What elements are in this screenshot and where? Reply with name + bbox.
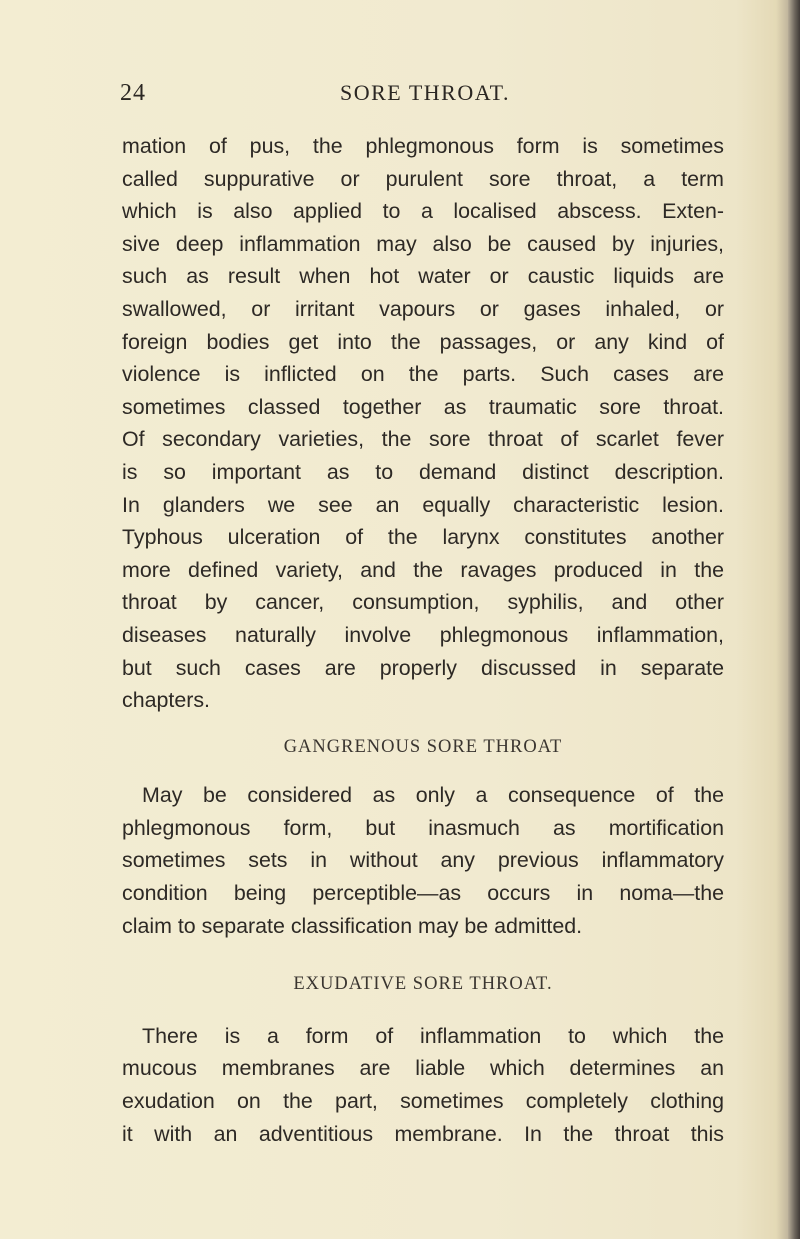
running-head: SORE THROAT. — [340, 80, 510, 105]
text-line: phlegmonous form, but inasmuch as mortification — [122, 815, 724, 840]
page-edge-shadow — [788, 0, 800, 1239]
text-line: violence is inflicted on the parts. Such cases are — [122, 362, 724, 387]
text-line: diseases naturally involve phlegmonous inflammation, — [122, 622, 724, 647]
text-line: exudation on the part, sometimes completely clothing — [122, 1089, 724, 1114]
paragraph-phlegmonous — [122, 130, 724, 717]
section-heading-exudative: EXUDATIVE SORE THROAT. — [293, 974, 553, 995]
page-header — [120, 80, 720, 120]
text-line: mation of pus, the phlegmonous form is sometimes — [122, 134, 724, 158]
text-line: but such cases are properly discussed in separate — [122, 655, 724, 680]
text-line: swallowed, or irritant vapours or gases inhaled, or — [122, 296, 724, 321]
text-line: Typhous ulceration of the larynx constitutes another — [122, 525, 724, 550]
text-line: sometimes classed together as traumatic sore throat. — [122, 394, 724, 419]
text-line: mucous membranes are liable which determines an — [122, 1056, 724, 1081]
text-line: foreign bodies get into the passages, or any kind of — [122, 329, 724, 354]
text-line: throat by cancer, consumption, syphilis, and other — [122, 590, 724, 615]
section-heading-gangrenous: GANGRENOUS SORE THROAT — [283, 736, 563, 757]
text-line: May be considered as only a consequence of the — [142, 783, 724, 808]
text-line: is so important as to demand distinct description. — [122, 459, 724, 484]
text-line: which is also applied to a localised abscess. Exten- — [122, 199, 724, 224]
text-line: Of secondary varieties, the sore throat of scarlet fever — [122, 427, 724, 452]
page-body — [122, 130, 724, 1150]
text-line: claim to separate classification may be admitted. — [122, 913, 583, 938]
text-line: such as result when hot water or caustic liquids are — [122, 264, 724, 289]
text-line: In glanders we see an equally characteristic lesion. — [122, 492, 724, 517]
text-line: chapters. — [122, 688, 210, 713]
text-line: it with an adventitious membrane. In the throat this — [122, 1121, 724, 1146]
text-line: sometimes sets in without any previous inflammatory — [122, 848, 724, 873]
page-number: 24 — [120, 80, 146, 106]
text-line: condition being perceptible—as occurs in noma—the — [122, 881, 724, 906]
text-line: more defined variety, and the ravages produced in the — [122, 557, 724, 582]
paragraph-exudative — [122, 1020, 724, 1150]
text-line: sive deep inflammation may also be caused by injuries, — [122, 231, 724, 256]
text-line: called suppurative or purulent sore throat, a term — [122, 166, 724, 191]
text-line: There is a form of inflammation to which the — [142, 1023, 724, 1048]
paragraph-gangrenous — [122, 779, 724, 942]
